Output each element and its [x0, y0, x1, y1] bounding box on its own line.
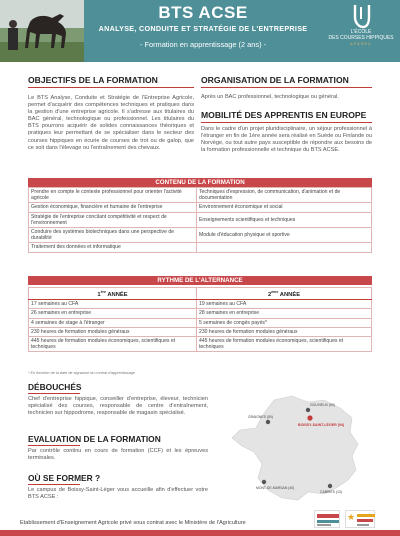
- logo-text-line2: DES COURSES HIPPIQUES: [328, 35, 394, 41]
- ou-divider: [28, 484, 80, 485]
- formation-type: - Formation en apprentissage (2 ans) -: [139, 40, 267, 49]
- svg-text:BOISSY-SAINT-LÉGER (94): BOISSY-SAINT-LÉGER (94): [298, 423, 345, 427]
- debouches-divider: [28, 393, 80, 394]
- rythme-row: [29, 309, 372, 318]
- contenu-title: CONTENU DE LA FORMATION: [28, 178, 372, 187]
- page-title: BTS ACSE: [158, 3, 248, 22]
- organisation-text: Après un BAC professionnel, technologique ou général.: [201, 94, 339, 100]
- contenu-row: [29, 212, 372, 227]
- mobilite-title: MOBILITÉ DES APPRENTIS EN EUROPE: [201, 110, 367, 120]
- contenu-cell: Environnement économique et social: [197, 203, 372, 212]
- horse-photo-drawing: [0, 0, 84, 62]
- rythme-row: [29, 327, 372, 336]
- contenu-cell: Stratégie de l'entreprise concilant compétitivité et respect de l'environnement: [29, 212, 197, 227]
- rythme-cell: 26 semaines en entreprise: [29, 309, 197, 318]
- contenu-cell: [197, 243, 372, 252]
- col-year1-header: 1ère ANNÉE: [29, 288, 197, 300]
- rythme-row: [29, 336, 372, 351]
- horse-photo: [0, 0, 84, 62]
- organisation-divider: [201, 87, 372, 88]
- rythme-cell: 19 semaines au CFA: [197, 300, 372, 309]
- contenu-row: [29, 228, 372, 243]
- objectifs-divider: [28, 87, 194, 88]
- page-subtitle: ANALYSE, CONDUITE ET STRATÉGIE DE L'ENTREPRISE: [98, 24, 308, 33]
- contenu-table: [28, 187, 372, 253]
- evaluation-divider: [28, 445, 80, 446]
- rythme-row: [29, 318, 372, 327]
- footer-text: Etablissement d'Enseignement Agricole privé sous contrat avec le Ministère de l'Agriculture: [20, 520, 246, 526]
- rythme-title: RYTHME DE L'ALTERNANCE: [28, 276, 372, 285]
- rythme-cell: 5 semaines de congés payés*: [197, 318, 372, 327]
- ou-title: OÙ SE FORMER ?: [28, 473, 101, 483]
- svg-text:GRAIGNES (50): GRAIGNES (50): [248, 415, 273, 419]
- school-logo: [325, 2, 397, 60]
- france-map: [212, 394, 384, 506]
- rythme-row: [29, 300, 372, 309]
- mobilite-divider: [201, 122, 372, 123]
- contenu-cell: Prendre en compte le contexte professionnel pour orienter l'activité agricole: [29, 188, 197, 203]
- contenu-cell: Enseignements scientifiques et techniques: [197, 212, 372, 227]
- france-shape: [232, 396, 358, 500]
- rythme-cell: 230 heures de formation modules généraux: [197, 327, 372, 336]
- col-year2-header: 2ème ANNÉE: [197, 288, 372, 300]
- objectifs-title: OBJECTIFS DE LA FORMATION: [28, 75, 158, 85]
- debouches-text: Chef d'entreprise hippique, conseiller d'entreprise, éleveur, technicien spécialisé des courses, responsable de centre d'entraînement, technicien sur hippodrome, responsable de magasin spécialisé.: [28, 396, 208, 417]
- debouches-title: DÉBOUCHÉS: [28, 382, 82, 392]
- svg-text:MONT-DE-MARSAN (40): MONT-DE-MARSAN (40): [256, 486, 295, 490]
- rythme-table: [28, 287, 372, 352]
- svg-text:GOUVIEUX (60): GOUVIEUX (60): [310, 403, 335, 407]
- horseshoe-logo-icon: [351, 3, 371, 29]
- bottom-stripe: [0, 530, 400, 536]
- rythme-footnote: * En fonction de la date de signature du contrat d'apprentissage: [28, 371, 135, 375]
- contenu-cell: Module d'éducation physique et sportive: [197, 228, 372, 243]
- objectifs-text: Le BTS Analyse, Conduite et Stratégie de l'Entreprise Agricole, permet d'acquérir des compétences techniques et pratiques dans la gestion d'une entreprise agricole. Il s'adresse aux titulaires du BAC général, technologique ou professionnel. Les titulaires du BTS pourrons acquérir de solides connaissances théoriques et pratiques leur permettant de se spécialiser dans le secteur des courses hippiques en écurie de courses de trot ou de galop, que ce soit dans l'élevage ou l'entraînement des chevaux.: [28, 95, 194, 151]
- partner-logo-1: [314, 510, 340, 528]
- svg-text:CABRIÈS (13): CABRIÈS (13): [320, 490, 342, 494]
- contenu-row: [29, 243, 372, 252]
- contenu-cell: Traitement des données et informatique: [29, 243, 197, 252]
- contenu-cell: Conduire des systèmes biotechniques dans une perspective de durabilité: [29, 228, 197, 243]
- rythme-cell: 17 semaines au CFA: [29, 300, 197, 309]
- rythme-cell: 4 semaines de stage à l'étranger: [29, 318, 197, 327]
- logo-text-line3: AFASEC: [350, 41, 372, 46]
- rythme-cell: 445 heures de formation modules économiques, scientifiques et techniques: [29, 336, 197, 351]
- rythme-cell: 445 heures de formation modules économiques, scientifiques et techniques: [197, 336, 372, 351]
- header-banner: [0, 0, 400, 62]
- rythme-header-row: [29, 288, 372, 300]
- star-icon: ★: [347, 512, 356, 522]
- contenu-row: [29, 203, 372, 212]
- evaluation-title: EVALUATION DE LA FORMATION: [28, 434, 161, 444]
- partner-logo-2: [345, 510, 375, 528]
- contenu-cell: Gestion économique, financière et humaine de l'entreprise: [29, 203, 197, 212]
- organisation-title: ORGANISATION DE LA FORMATION: [201, 75, 349, 85]
- contenu-cell: Techniques d'expression, de communication, d'animation et de documentation: [197, 188, 372, 203]
- mobilite-text: Dans le cadre d'un projet pluridisciplinaire, un séjour professionnel à l'étranger en fin de 1ère année sera réalisé en Suède ou Finlande ou Norvège, ou tout autre pays susceptible de répondre aux besoins de la formation professionnelle et technique du BTS ACSE.: [201, 126, 372, 154]
- rythme-cell: 28 semaines en entreprise: [197, 309, 372, 318]
- logo-text-line1: L'ÉCOLE: [350, 29, 372, 35]
- evaluation-text: Par contrôle continu en cours de formation (CCF) et les épreuves terminales.: [28, 448, 208, 462]
- contenu-row: [29, 188, 372, 203]
- rythme-cell: 230 heures de formation modules généraux: [29, 327, 197, 336]
- ou-text: Le campus de Boissy-Saint-Léger vous accueille afin d'effectuer votre BTS ACSE :: [28, 487, 208, 501]
